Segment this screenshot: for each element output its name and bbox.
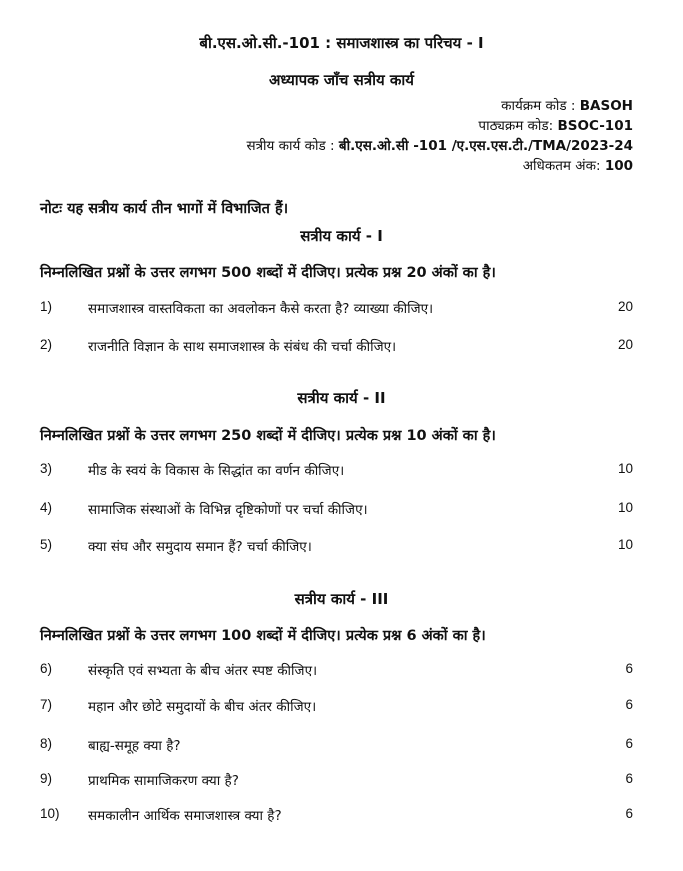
programme-code-value: BASOH [579,98,633,114]
question-3-text: मीड के स्वयं के विकास के सिद्धांत का वर्णन कीजिए। [88,463,345,479]
course-title: बी.एस.ओ.सी.-101 : समाजशास्त्र का परिचय - I [199,34,484,52]
max-marks-label: अधिकतम अंक: [522,158,601,174]
note-text: नोटः यह सत्रीय कार्य तीन भागों में विभाजित हैं। [40,201,289,217]
question-4-marks: 10 [617,500,633,515]
section-3-instruction: निम्नलिखित प्रश्नों के उत्तर लगभग 100 शब्दों में दीजिए। प्रत्येक प्रश्न 6 अंकों का है। [40,628,486,644]
question-5-text: क्या संघ और समुदाय समान हैं? चर्चा कीजिए। [88,539,312,555]
max-marks-value: 100 [604,158,633,174]
assignment-code [246,136,633,154]
question-4-text: सामाजिक संस्थाओं के विभिन्न दृष्टिकोणों पर चर्चा कीजिए। [88,502,368,518]
programme-code-label: कार्यक्रम कोड : [501,98,576,114]
question-2-text: राजनीति विज्ञान के साथ समाजशास्त्र के संबंध की चर्चा कीजिए। [88,339,397,355]
question-8-text: बाह्य-समूह क्या है? [88,738,181,754]
section-2-heading: सत्रीय कार्य - II [297,389,386,407]
section-1-instruction: निम्नलिखित प्रश्नों के उत्तर लगभग 500 शब्दों में दीजिए। प्रत्येक प्रश्न 20 अंकों का है। [40,265,496,281]
question-7-text: महान और छोटे समुदायों के बीच अंतर कीजिए। [88,699,317,715]
question-10-text: समकालीन आर्थिक समाजशास्त्र क्या है? [88,808,282,824]
assignment-title: अध्यापक जाँच सत्रीय कार्य [268,71,415,89]
question-10-number: 10) [40,806,60,821]
question-1-number: 1) [40,299,53,314]
section-1-heading: सत्रीय कार्य - I [300,227,383,245]
course-code-label: पाठ्यक्रम कोड: [478,118,554,134]
question-10-marks: 6 [625,806,633,821]
question-6-text: संस्कृति एवं सभ्यता के बीच अंतर स्पष्ट कीजिए। [88,663,318,679]
question-5-marks: 10 [617,537,633,552]
question-4-number: 4) [40,500,53,515]
question-8-marks: 6 [625,736,633,751]
question-5-number: 5) [40,537,53,552]
section-2-instruction: निम्नलिखित प्रश्नों के उत्तर लगभग 250 शब्दों में दीजिए। प्रत्येक प्रश्न 10 अंकों का है। [40,428,496,444]
question-2-marks: 20 [617,337,633,352]
question-1-marks: 20 [617,299,633,314]
question-7-marks: 6 [625,697,633,712]
question-8-number: 8) [40,736,53,751]
section-3-heading: सत्रीय कार्य - III [294,590,389,608]
programme-code [501,96,633,114]
question-6-number: 6) [40,661,53,676]
question-2-number: 2) [40,337,53,352]
assignment-code-value: बी.एस.ओ.सी -101 /ए.एस.एस.टी./TMA/2023-24 [338,138,633,154]
question-9-number: 9) [40,771,53,786]
question-3-number: 3) [40,461,53,476]
max-marks [523,156,633,174]
question-9-text: प्राथमिक सामाजिकरण क्या है? [88,773,239,789]
course-code [478,116,633,134]
course-code-value: BSOC-101 [557,118,633,134]
question-9-marks: 6 [625,771,633,786]
question-6-marks: 6 [625,661,633,676]
question-7-number: 7) [40,697,53,712]
assignment-code-label: सत्रीय कार्य कोड : [246,138,335,154]
question-1-text: समाजशास्त्र वास्तविकता का अवलोकन कैसे करता है? व्याख्या कीजिए। [88,301,434,317]
question-3-marks: 10 [617,461,633,476]
